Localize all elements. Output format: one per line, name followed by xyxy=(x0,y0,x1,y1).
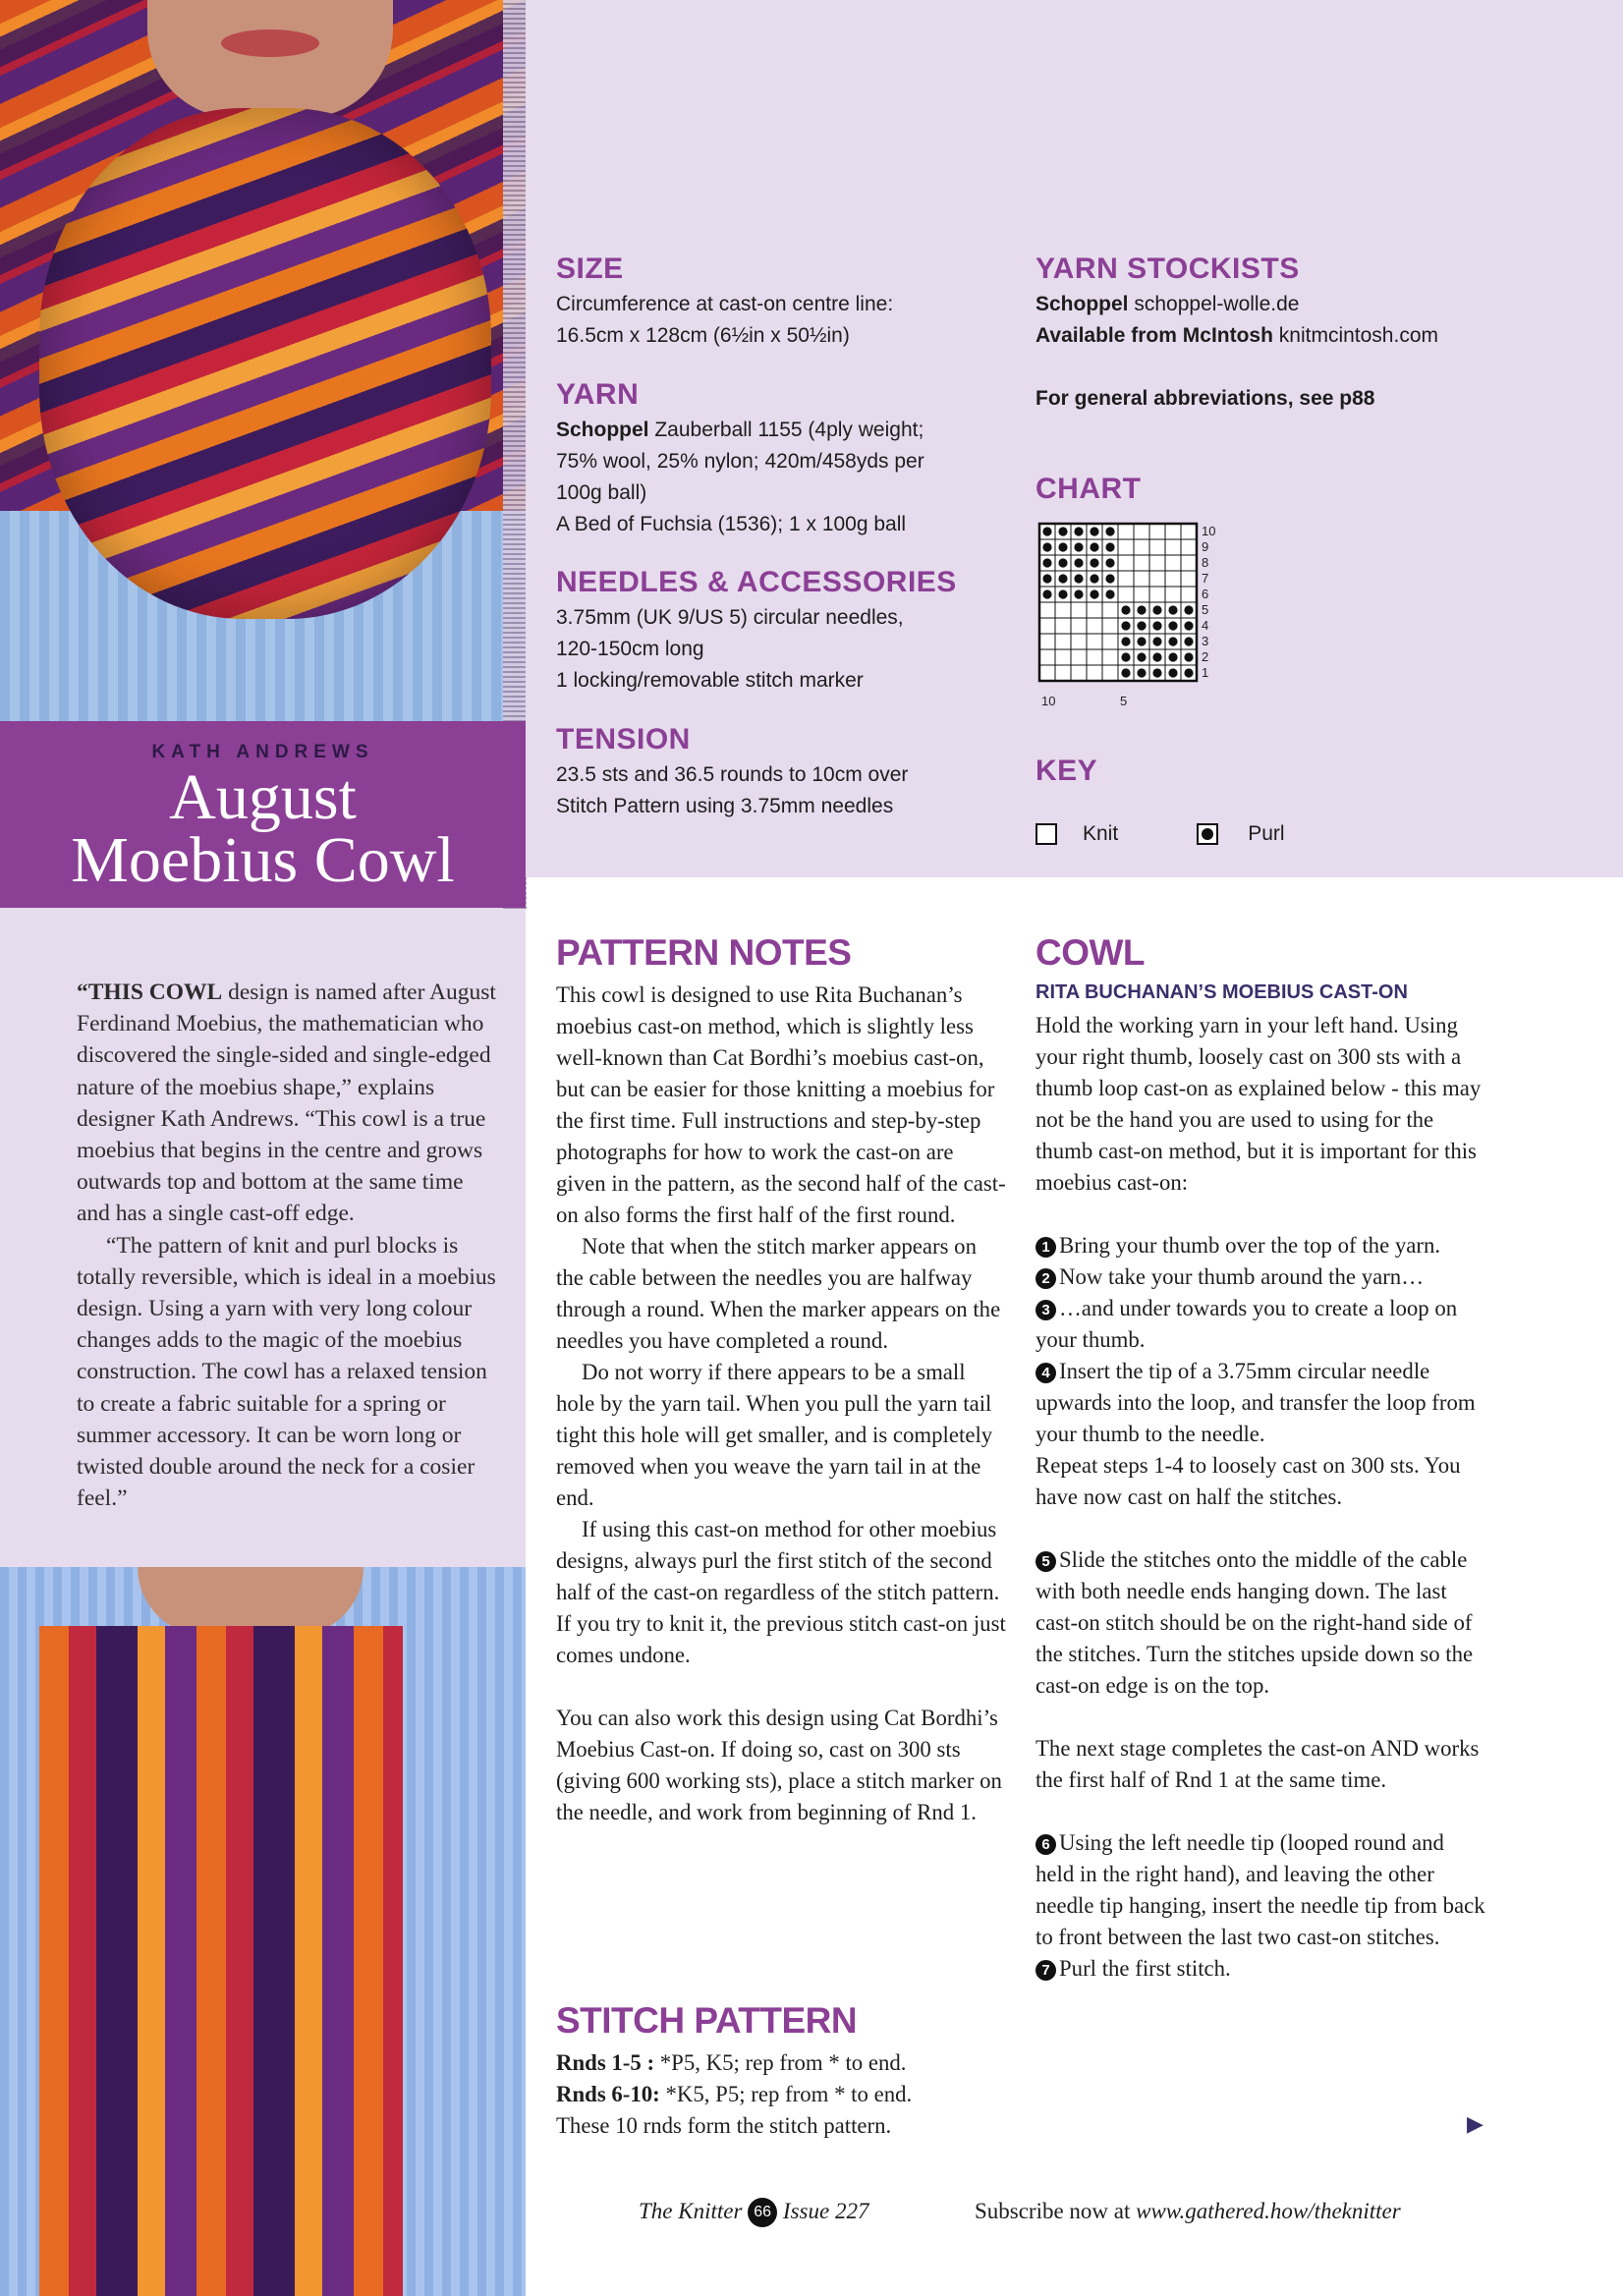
chart-cell xyxy=(1149,524,1165,539)
chart-col-label: 5 xyxy=(1120,694,1128,708)
chart-cell xyxy=(1118,587,1134,602)
next-stage: The next stage completes the cast-on AND works the first half of Rnd 1 at the same time. xyxy=(1035,1736,1480,1792)
key-heading: KEY xyxy=(1035,755,1098,787)
purl-dot xyxy=(1074,589,1083,598)
purl-dot xyxy=(1090,558,1098,567)
purl-dot xyxy=(1121,652,1130,661)
step-4-text: Insert the tip of a 3.75mm circular needle upwards into the loop, and transfer the loop from your thumb to the needle. xyxy=(1035,1359,1476,1446)
subscribe-label: Subscribe now at xyxy=(974,2199,1131,2223)
purl-dot xyxy=(1168,621,1177,630)
chart-cell xyxy=(1039,665,1055,681)
purl-dot xyxy=(1042,527,1051,535)
chart-cell xyxy=(1055,618,1071,634)
purl-dot xyxy=(1058,574,1067,583)
page-number: 66 xyxy=(748,2198,777,2227)
spacer xyxy=(1035,1513,1487,1544)
step-2 xyxy=(1035,1261,1487,1293)
chart-cell xyxy=(1118,555,1134,571)
issue-number: Issue 227 xyxy=(782,2199,869,2223)
purl-dot xyxy=(1074,542,1083,551)
purl-dot xyxy=(1105,558,1114,567)
stitch-rnds-1-5 xyxy=(556,2047,1008,2079)
chart-cell xyxy=(1118,539,1134,555)
intro-text xyxy=(77,977,499,1514)
chart-cell xyxy=(1181,539,1197,555)
chart-cell xyxy=(1102,634,1118,649)
chart-cell xyxy=(1087,618,1102,634)
step-6-number: 6 xyxy=(1035,1834,1056,1855)
chart-cell xyxy=(1087,665,1102,681)
intro-p1-text: design is named after August Ferdinand Moebius, the mathematician who discovered the single-sided and single-edged nature of the moebius shape,” explains designer Kath Andrews. “This cowl is a true moebius that begins in the centre and grows outwards top and bottom at the same time and has a single cast-off edge. xyxy=(77,980,496,1227)
repeat-steps: Repeat steps 1-4 to loosely cast on 300 sts. You have now cast on half the stitches. xyxy=(1035,1453,1461,1509)
chart-cell xyxy=(1181,555,1197,571)
pattern-title xyxy=(0,761,526,896)
notes-paragraph-2: Note that when the stitch marker appears on the cable between the needles you are halfway through a round. When the marker appears on the needles you have completed a round. xyxy=(556,1234,1001,1353)
pattern-notes-text xyxy=(556,980,1008,1828)
yarn-text xyxy=(556,415,924,540)
chart-cell xyxy=(1149,555,1165,571)
chart-cell xyxy=(1071,618,1087,634)
chart-cell xyxy=(1055,602,1071,618)
step-7-number: 7 xyxy=(1035,1960,1056,1981)
size-text xyxy=(556,289,893,352)
step-6-text: Using the left needle tip (looped round and held in the right hand), and leaving the other needle tip hanging, insert the needle tip from back to front between the last two cast-on stitches. xyxy=(1035,1830,1485,1949)
stockist-schoppel-name: Schoppel xyxy=(1035,293,1129,315)
size-heading: SIZE xyxy=(556,252,624,285)
stockist-mcintosh-name: Available from McIntosh xyxy=(1035,324,1273,347)
stockists-text xyxy=(1035,289,1438,352)
yarn-brand: Schoppel xyxy=(556,419,649,441)
purl-dot xyxy=(1042,574,1051,583)
cowl-photo-bottom xyxy=(0,1567,526,2296)
chart-cell xyxy=(1149,571,1165,587)
chart-row-label: 5 xyxy=(1202,602,1209,617)
stockists-heading: YARN STOCKISTS xyxy=(1035,252,1300,285)
purl-dot xyxy=(1121,637,1130,645)
spacer xyxy=(556,1671,1008,1703)
purl-dot xyxy=(1042,558,1051,567)
chart-cell xyxy=(1039,634,1055,649)
needles-text xyxy=(556,602,904,697)
step-1 xyxy=(1035,1230,1487,1261)
chart-cell xyxy=(1165,555,1181,571)
chart-row-label: 8 xyxy=(1202,555,1209,570)
purl-dot xyxy=(1058,558,1067,567)
title-line-2: Moebius Cowl xyxy=(71,824,455,896)
step-6 xyxy=(1035,1827,1487,1953)
purl-dot xyxy=(1090,527,1098,535)
abbreviations-note: For general abbreviations, see p88 xyxy=(1035,387,1375,410)
chart-row-label: 9 xyxy=(1202,539,1209,554)
purl-dot xyxy=(1184,621,1193,630)
chart-cell xyxy=(1102,665,1118,681)
chart-cell xyxy=(1165,524,1181,539)
purl-dot xyxy=(1074,527,1083,535)
notes-paragraph-5: You can also work this design using Cat Bordhi’s Moebius Cast-on. If doing so, cast on 300 sts (giving 600 working sts), place a stitch marker on the needle, and work from beginning of Rnd 1. xyxy=(556,1706,1002,1824)
chart-cell xyxy=(1071,602,1087,618)
chart-row-label: 2 xyxy=(1202,649,1209,664)
key-purl-label: Purl xyxy=(1248,822,1285,845)
yarn-line-2: 75% wool, 25% nylon; 420m/458yds per xyxy=(556,450,924,473)
chart-cell xyxy=(1118,524,1134,539)
stitch-pattern-text xyxy=(556,2047,1008,2142)
spacer xyxy=(1035,1702,1487,1733)
cowl-knit xyxy=(39,108,491,619)
pattern-notes-heading: PATTERN NOTES xyxy=(556,932,852,973)
step-2-text: Now take your thumb around the yarn… xyxy=(1059,1264,1424,1289)
chart-row-label: 1 xyxy=(1202,665,1209,680)
cowl-knit-long xyxy=(39,1626,403,2296)
purl-dot xyxy=(1105,574,1114,583)
cowl-intro: Hold the working yarn in your left hand. Using your right thumb, loosely cast on 300 sts with a thumb loop cast-on as explained below - this may not be the hand you are used to using for the thumb cast-on method, but it is important for this moebius cast-on: xyxy=(1035,1013,1482,1195)
page-footer xyxy=(639,2198,1493,2227)
tension-text xyxy=(556,759,908,822)
purl-dot xyxy=(1137,605,1146,614)
chart-cell xyxy=(1087,602,1102,618)
chart-row-label: 7 xyxy=(1202,571,1209,586)
purl-dot xyxy=(1152,668,1161,677)
intro-paragraph-1 xyxy=(77,977,499,1230)
chart-cell xyxy=(1071,649,1087,665)
cowl-photo-top xyxy=(0,0,526,721)
chart-cell xyxy=(1039,649,1055,665)
notes-paragraph-1: This cowl is designed to use Rita Buchanan’s moebius cast-on method, which is slightly less well-known than Cat Bordhi’s moebius cast-on, but can be easier for those knitting a moebius for the first time. Full instructions and step-by-step photographs for how to work the cast-on are given in the pattern, as the second half of the cast-on also forms the first half of the first round. xyxy=(556,982,1006,1227)
chart-row-label: 6 xyxy=(1202,587,1209,601)
yarn-line-3: 100g ball) xyxy=(556,481,647,504)
purl-dot xyxy=(1090,542,1098,551)
purl-dot xyxy=(1184,605,1193,614)
purl-dot xyxy=(1168,637,1177,645)
purl-dot xyxy=(1042,589,1051,598)
chart-cell xyxy=(1181,587,1197,602)
purl-dot xyxy=(1137,621,1146,630)
rnds-6-10-label: Rnds 6-10: xyxy=(556,2082,660,2106)
purl-dot xyxy=(1184,637,1193,645)
step-3 xyxy=(1035,1293,1487,1356)
step-4 xyxy=(1035,1356,1487,1450)
purl-dot xyxy=(1152,637,1161,645)
notes-paragraph-3: Do not worry if there appears to be a small hole by the yarn tail. When you pull the yarn tail tight this hole will get smaller, and is completely removed when you weave the yarn tail in at the end. xyxy=(556,1360,993,1510)
tension-heading: TENSION xyxy=(556,723,691,756)
chart-col-label: 10 xyxy=(1041,694,1056,708)
chart-cell xyxy=(1102,649,1118,665)
purl-dot xyxy=(1105,542,1114,551)
step-5-text: Slide the stitches onto the middle of the cable with both needle ends hanging down. The last cast-on stitch should be on the right-hand side of the stitches. Turn the stitches upside down so the cast-on edge is on the top. xyxy=(1035,1547,1474,1698)
purl-dot xyxy=(1152,621,1161,630)
purl-dot xyxy=(1090,589,1098,598)
yarn-line-1 xyxy=(556,415,924,446)
chart-cell xyxy=(1039,602,1055,618)
model-face xyxy=(147,0,393,118)
stockist-mcintosh-url: knitmcintosh.com xyxy=(1272,324,1438,347)
purl-dot xyxy=(1105,589,1114,598)
stockist-schoppel xyxy=(1035,289,1438,320)
chart-row-label: 4 xyxy=(1202,618,1209,633)
yarn-heading: YARN xyxy=(556,378,640,411)
spacer xyxy=(1035,1199,1487,1230)
chart-cell xyxy=(1181,571,1197,587)
purl-dot xyxy=(1168,652,1177,661)
subscribe-url[interactable]: www.gathered.how/theknitter xyxy=(1136,2199,1401,2223)
purl-dot xyxy=(1121,605,1130,614)
purl-dot xyxy=(1058,527,1067,535)
yarn-line-1-text: Zauberball 1155 (4ply weight; xyxy=(648,419,924,441)
chart-cell xyxy=(1055,634,1071,649)
purl-dot xyxy=(1074,574,1083,583)
purl-dot xyxy=(1137,668,1146,677)
step-2-number: 2 xyxy=(1035,1268,1056,1289)
key-legend xyxy=(1035,818,1285,850)
purl-dot xyxy=(1058,589,1067,598)
purl-dot xyxy=(1168,668,1177,677)
model-lips xyxy=(221,29,319,57)
chart-cell xyxy=(1149,539,1165,555)
stitch-rnds-6-10 xyxy=(556,2079,1008,2110)
purl-dot xyxy=(1058,542,1067,551)
purl-dot xyxy=(1042,542,1051,551)
purl-dot xyxy=(1121,621,1130,630)
purl-dot xyxy=(1074,558,1083,567)
chart-cell xyxy=(1087,634,1102,649)
chart-cell xyxy=(1071,634,1087,649)
chart-cell xyxy=(1149,587,1165,602)
chart-cell xyxy=(1134,555,1149,571)
chart-cell xyxy=(1055,649,1071,665)
size-line-1: Circumference at cast-on centre line: xyxy=(556,293,894,315)
purl-dot xyxy=(1152,605,1161,614)
purl-dot xyxy=(1137,652,1146,661)
needles-line-2: 120-150cm long xyxy=(556,638,704,660)
rnds-1-5-label: Rnds 1-5 : xyxy=(556,2050,655,2075)
step-7-text: Purl the first stitch. xyxy=(1059,1956,1231,1981)
intro-paragraph-2: “The pattern of knit and purl blocks is totally reversible, which is ideal in a moebius design. Using a yarn with very long colour changes adds to the magic of the moebius construction. The cowl has a relaxed tension to create a fabric suitable for a spring or summer accessory. It can be worn long or twisted double around the neck for a cosier feel.” xyxy=(77,1232,496,1512)
rnds-1-5-text: *P5, K5; rep from * to end. xyxy=(654,2050,907,2075)
needles-heading: NEEDLES & ACCESSORIES xyxy=(556,566,957,598)
key-knit-label: Knit xyxy=(1083,822,1119,845)
title-line-1: August xyxy=(169,761,357,833)
designer-byline: KATH ANDREWS xyxy=(151,742,374,762)
chart-cell xyxy=(1134,524,1149,539)
tension-line-2: Stitch Pattern using 3.75mm needles xyxy=(556,795,894,817)
chart-cell xyxy=(1071,665,1087,681)
needles-line-3: 1 locking/removable stitch marker xyxy=(556,669,864,692)
purl-dot xyxy=(1121,668,1130,677)
purl-symbol xyxy=(1197,823,1218,845)
chart-cell xyxy=(1134,539,1149,555)
intro-lead: “THIS COWL xyxy=(77,980,223,1005)
purl-dot xyxy=(1152,652,1161,661)
stitch-chart-svg xyxy=(1036,521,1233,722)
knit-symbol xyxy=(1035,823,1057,845)
purl-dot xyxy=(1184,668,1193,677)
stitch-chart xyxy=(1036,521,1233,727)
purl-dot xyxy=(1168,605,1177,614)
chart-cell xyxy=(1181,524,1197,539)
step-5-number: 5 xyxy=(1035,1551,1056,1572)
purl-dot xyxy=(1184,652,1193,661)
chart-row-label: 10 xyxy=(1202,524,1216,538)
chart-cell xyxy=(1055,665,1071,681)
chart-cell xyxy=(1102,618,1118,634)
rnds-6-10-text: *K5, P5; rep from * to end. xyxy=(659,2082,913,2106)
stitch-pattern-heading: STITCH PATTERN xyxy=(556,2000,858,2041)
chart-row-label: 3 xyxy=(1202,634,1209,648)
cast-on-subheading: RITA BUCHANAN’S MOEBIUS CAST-ON xyxy=(1035,981,1408,1003)
chart-cell xyxy=(1165,587,1181,602)
cowl-heading: COWL xyxy=(1035,932,1146,973)
needles-line-1: 3.75mm (UK 9/US 5) circular needles, xyxy=(556,606,904,629)
chart-cell xyxy=(1134,571,1149,587)
purl-dot xyxy=(1137,637,1146,645)
chart-cell xyxy=(1165,571,1181,587)
step-5 xyxy=(1035,1544,1487,1702)
step-3-number: 3 xyxy=(1035,1300,1056,1320)
step-1-text: Bring your thumb over the top of the yarn. xyxy=(1059,1233,1441,1258)
chart-cell xyxy=(1134,587,1149,602)
stitch-pattern-summary: These 10 rnds form the stitch pattern. xyxy=(556,2113,892,2138)
spacer xyxy=(1035,1796,1487,1827)
notes-paragraph-4: If using this cast-on method for other moebius designs, always purl the first stitch of the second half of the cast-on regardless of the stitch pattern. If you try to knit it, the previous stitch cast-on just comes undone. xyxy=(556,1517,1006,1667)
chart-cell xyxy=(1087,649,1102,665)
chart-heading: CHART xyxy=(1035,473,1142,505)
stockist-mcintosh xyxy=(1035,320,1438,352)
step-7 xyxy=(1035,1953,1487,1985)
chart-cell xyxy=(1039,618,1055,634)
continue-arrow-icon: ▶ xyxy=(1467,2111,1483,2136)
tension-line-1: 23.5 sts and 36.5 rounds to 10cm over xyxy=(556,763,909,786)
purl-dot xyxy=(1105,527,1114,535)
chart-cell xyxy=(1165,539,1181,555)
step-1-number: 1 xyxy=(1035,1237,1056,1258)
size-line-2: 16.5cm x 128cm (6½in x 50½in) xyxy=(556,324,850,347)
magazine-name: The Knitter xyxy=(639,2199,743,2223)
cowl-text xyxy=(1035,1010,1487,1985)
chart-cell xyxy=(1118,571,1134,587)
step-4-number: 4 xyxy=(1035,1363,1056,1383)
chart-cell xyxy=(1102,602,1118,618)
purl-dot xyxy=(1090,574,1098,583)
stockist-schoppel-url: schoppel-wolle.de xyxy=(1128,293,1300,315)
step-3-text: …and under towards you to create a loop on your thumb. xyxy=(1035,1296,1458,1352)
yarn-line-4: A Bed of Fuchsia (1536); 1 x 100g ball xyxy=(556,513,907,535)
